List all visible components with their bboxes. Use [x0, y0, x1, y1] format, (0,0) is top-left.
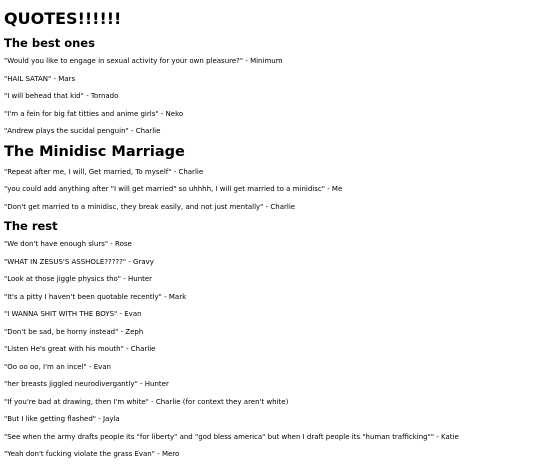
section-heading-the-rest: The rest — [4, 219, 58, 233]
quote-item: "Would you like to engage in sexual activity for your own pleasure?" - Minimum — [4, 57, 283, 65]
section-best-ones — [4, 36, 536, 136]
quotes-page — [4, 0, 536, 467]
quote-list-the-rest — [4, 239, 536, 459]
quote-item: "Don't be sad, be horny instead" - Zeph — [4, 327, 144, 336]
quote-list-minidisc-marriage — [4, 167, 536, 212]
quote-item: "But I like getting flashed" - Jayla — [4, 415, 120, 423]
page-title: QUOTES!!!!!! — [4, 9, 122, 28]
quote-list-best-ones — [4, 56, 536, 136]
quote-item: "I will behead that kid" - Tornado — [4, 92, 119, 100]
quote-item: "If you're bad at drawing, then I'm white" - Charlie (for context they aren't white) — [4, 397, 289, 406]
quote-item: "Oo oo oo, I'm an incel" - Evan — [4, 362, 111, 371]
quote-item: "Andrew plays the sucidal penguin" - Charlie — [4, 127, 161, 135]
section-minidisc-marriage — [4, 144, 536, 212]
quote-item: "See when the army drafts people its "for liberty" and "god bless america" but when I draft people its "human trafficking"" - Katie — [4, 432, 459, 441]
quote-item: "I WANNA SHIT WITH THE BOYS" - Evan — [4, 310, 142, 318]
quote-item: "Don't get married to a minidisc, they break easily, and not just mentally" - Charlie — [4, 202, 296, 211]
quote-item: "I'm a fein for big fat titties and anime girls" - Neko — [4, 109, 184, 118]
quote-item: "Listen He's great with his mouth" - Charlie — [4, 345, 156, 353]
quote-item: "HAIL SATAN" - Mars — [4, 74, 76, 83]
quote-item: "WHAT IN ZESUS'S ASSHOLE?????" - Gravy — [4, 257, 154, 266]
quote-item: "We don't have enough slurs" - Rose — [4, 240, 132, 248]
quote-item: "Repeat after me, I will, Get married, To myself" - Charlie — [4, 167, 204, 176]
section-the-rest — [4, 219, 536, 459]
quote-item: "Look at those jiggle physics tho" - Hunter — [4, 275, 153, 283]
quote-item: "Yeah don't fucking violate the grass Evan" - Mero — [4, 450, 180, 458]
section-heading-best-ones: The best ones — [4, 36, 95, 50]
quote-item: "It's a pitty I haven't been quotable recently" - Mark — [4, 292, 187, 301]
quote-item: "you could add anything after "I will get married" so uhhhh, I will get married to a minidisc" - Me — [4, 185, 343, 193]
quote-item: "her breasts jiggled neurodivergantly" - Hunter — [4, 380, 169, 388]
section-heading-minidisc-marriage: The Minidisc Marriage — [4, 143, 185, 160]
